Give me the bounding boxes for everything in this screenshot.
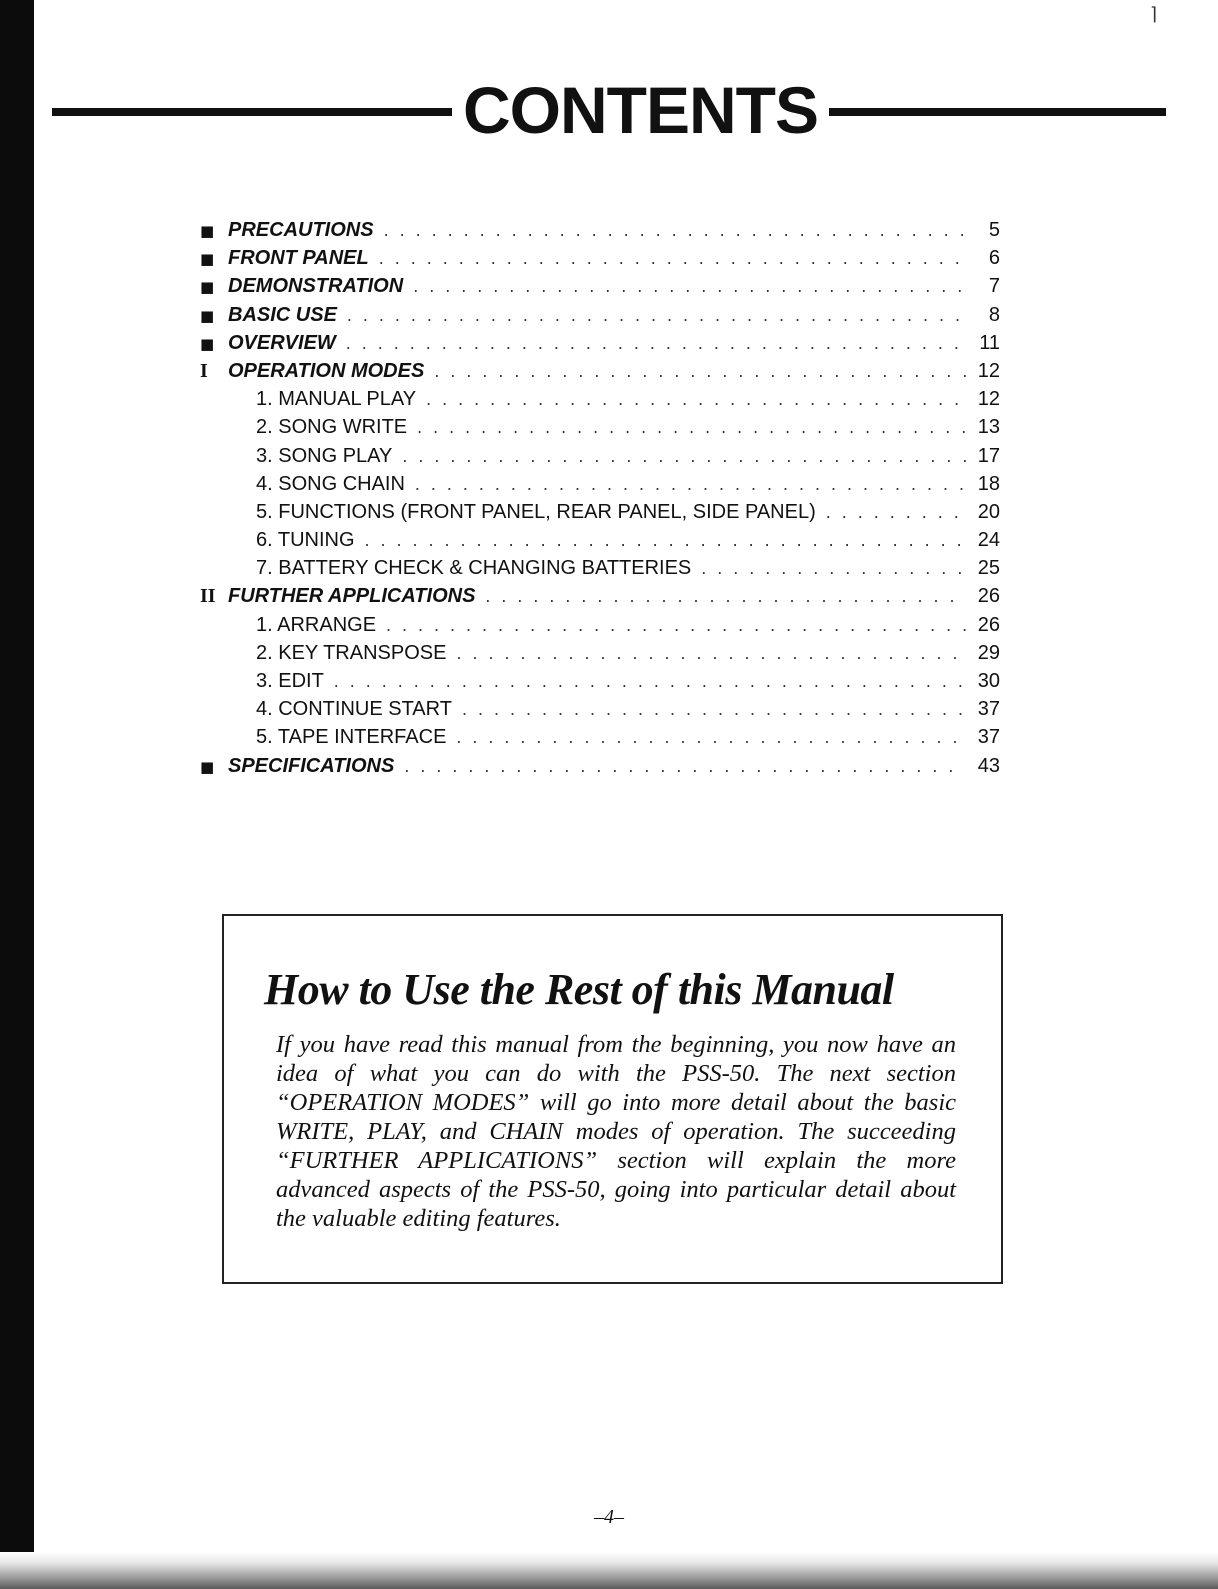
bullet-square-icon: ■ (200, 757, 215, 776)
toc-leader-dots (485, 582, 966, 610)
toc-label: 1. MANUAL PLAY (256, 388, 417, 411)
toc-leader-dots (404, 752, 966, 780)
toc-leader-dots (417, 413, 966, 441)
toc-label: OVERVIEW (228, 331, 336, 354)
toc-page-number: 26 (977, 585, 1000, 608)
toc-page-number: 30 (977, 670, 1000, 692)
toc-leader-dots (413, 272, 966, 300)
toc-page-number: 12 (977, 359, 1000, 382)
toc-page-number: 24 (977, 529, 1000, 552)
toc-leader-dots (462, 695, 966, 723)
toc-page-number: 37 (977, 698, 1000, 721)
toc-label: 3. EDIT (256, 670, 324, 692)
page-title: CONTENTS (463, 73, 818, 147)
toc-entry (200, 244, 1000, 272)
binding-edge (0, 0, 34, 1560)
toc-page-number: 43 (977, 754, 1000, 777)
toc-label: 1. ARRANGE (256, 613, 377, 636)
toc-page-number: 25 (977, 557, 1000, 580)
toc-page-number: 13 (977, 416, 1000, 439)
toc-label: FRONT PANEL (228, 247, 369, 270)
toc-entry (200, 329, 1000, 357)
toc-leader-dots (701, 554, 966, 582)
toc-label: 5. TAPE INTERFACE (256, 726, 447, 749)
toc-label: OPERATION MODES (228, 359, 425, 382)
toc-entry (200, 526, 1000, 554)
toc-leader-dots (456, 723, 966, 751)
toc-leader-dots (365, 526, 966, 554)
toc-page-number: 6 (988, 247, 1000, 270)
toc-label: FURTHER APPLICATIONS (228, 585, 476, 608)
toc-leader-dots (402, 442, 966, 470)
note-box (222, 914, 1003, 1284)
toc-page-number: 7 (988, 275, 1000, 298)
toc-page-number: 5 (988, 219, 1000, 241)
toc-label: BASIC USE (228, 303, 337, 326)
toc-label: 4. SONG CHAIN (256, 472, 405, 495)
toc-leader-dots (384, 216, 966, 244)
toc-marker: I (200, 359, 208, 382)
toc-entry (200, 385, 1000, 413)
toc-leader-dots (456, 639, 966, 667)
toc-entry (200, 723, 1000, 751)
bullet-square-icon: ■ (200, 250, 215, 269)
toc-entry (200, 301, 1000, 329)
toc-page-number: 8 (988, 303, 1000, 326)
toc-page-number: 18 (977, 472, 1000, 495)
toc-marker: II (200, 585, 216, 608)
toc-leader-dots (826, 498, 966, 526)
toc-entry (200, 582, 1000, 610)
toc-page-number: 37 (977, 726, 1000, 749)
bullet-square-icon: ■ (200, 306, 215, 325)
table-of-contents (200, 216, 1000, 780)
toc-page-number: 17 (977, 444, 1000, 467)
toc-entry (200, 639, 1000, 667)
toc-entry (200, 442, 1000, 470)
toc-page-number: 29 (977, 641, 1000, 664)
toc-label: 2. SONG WRITE (256, 416, 408, 439)
toc-label: 4. CONTINUE START (256, 698, 452, 721)
toc-label: 2. KEY TRANSPOSE (256, 641, 447, 664)
toc-label: DEMONSTRATION (228, 275, 404, 298)
bullet-square-icon: ■ (200, 334, 215, 353)
toc-entry (200, 272, 1000, 300)
title-rule-right (829, 108, 1166, 116)
bullet-square-icon: ■ (200, 222, 215, 240)
toc-leader-dots (415, 470, 966, 498)
page-number: –4– (594, 1506, 624, 1528)
corner-mark: ⌉ (1150, 4, 1158, 24)
toc-entry (200, 667, 1000, 695)
toc-leader-dots (379, 244, 966, 272)
toc-label: 6. TUNING (256, 529, 355, 552)
toc-page-number: 26 (977, 613, 1000, 636)
toc-page-number: 20 (977, 500, 1000, 523)
toc-entry (200, 554, 1000, 582)
toc-entry (200, 470, 1000, 498)
title-rule-left (52, 108, 452, 116)
note-body: If you have read this manual from the beginning, you now have an idea of what you can do with the PSS-50. The next section “OPERATION MODES” will go into more detail about the basic WRITE, PLAY, and CHAIN modes of operation. The succeeding “FURTHER APPLICATIONS” section will explain the more advanced aspects of the PSS-50, going into particular detail about the valuable editing features. (276, 1031, 956, 1232)
toc-label: 7. BATTERY CHECK & CHANGING BATTERIES (256, 557, 692, 580)
toc-leader-dots (347, 301, 966, 329)
toc-entry (200, 357, 1000, 385)
toc-leader-dots (346, 329, 966, 357)
toc-entry (200, 413, 1000, 441)
toc-entry (200, 611, 1000, 639)
note-title: How to Use the Rest of this Manual (264, 965, 894, 1014)
toc-entry (200, 216, 1000, 244)
toc-entry (200, 752, 1000, 780)
toc-page-number: 12 (977, 388, 1000, 411)
toc-leader-dots (434, 357, 966, 385)
toc-page-number: 11 (979, 331, 1000, 354)
bullet-square-icon: ■ (200, 278, 215, 297)
title-row (34, 70, 1174, 150)
toc-label: SPECIFICATIONS (228, 754, 395, 777)
toc-label: 5. FUNCTIONS (FRONT PANEL, REAR PANEL, SIDE PANEL) (256, 500, 816, 523)
toc-entry (200, 695, 1000, 723)
toc-leader-dots (426, 385, 966, 413)
toc-label: PRECAUTIONS (228, 219, 374, 241)
toc-leader-dots (334, 667, 966, 695)
scan-bottom-edge (0, 1552, 1218, 1589)
toc-entry (200, 498, 1000, 526)
toc-label: 3. SONG PLAY (256, 444, 393, 467)
toc-leader-dots (386, 611, 966, 639)
